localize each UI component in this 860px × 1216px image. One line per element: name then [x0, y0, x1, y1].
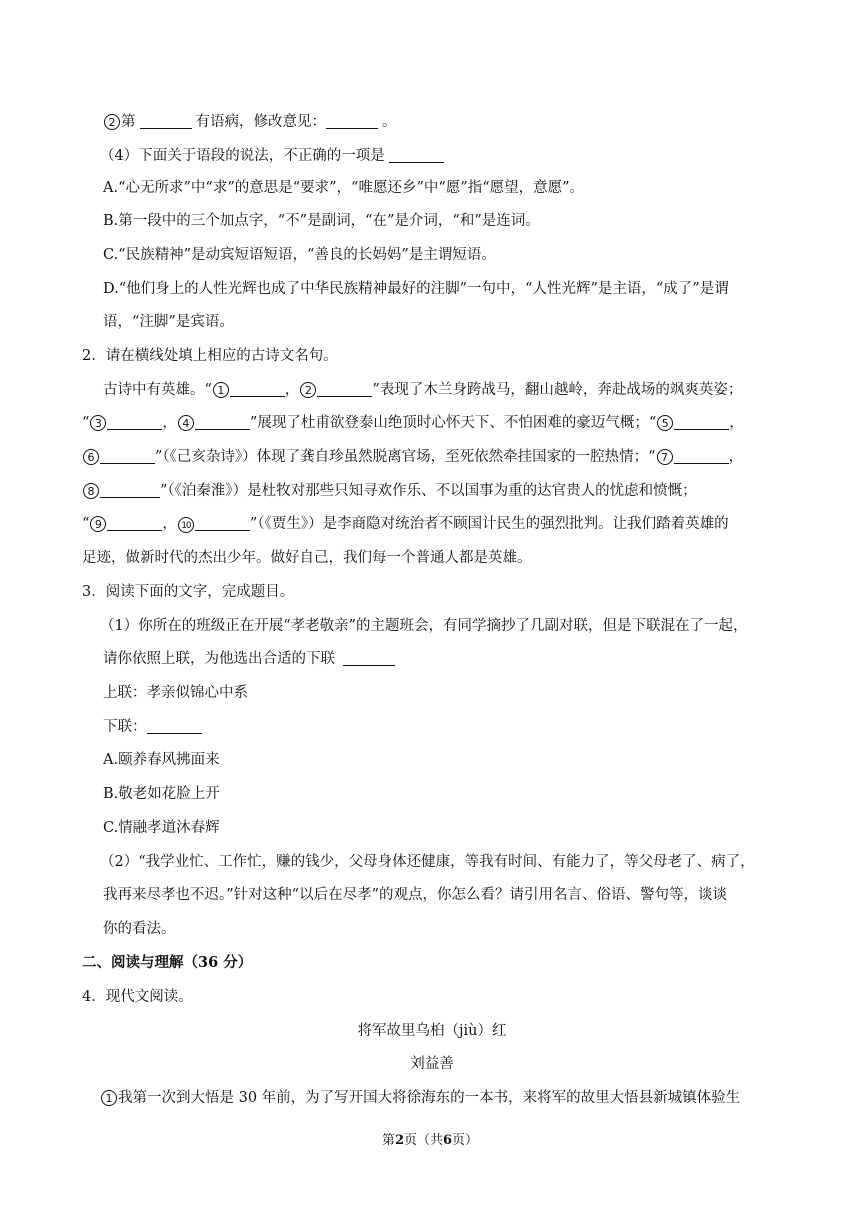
- q1-option-d-line2: 语，“注脚”是宾语。: [103, 314, 234, 330]
- circled-number: 6: [83, 449, 99, 465]
- circled-number: 3: [90, 415, 106, 431]
- text: 第: [121, 114, 136, 130]
- text: ，: [162, 415, 177, 431]
- answer-blank[interactable]: [389, 147, 444, 163]
- answer-blank[interactable]: [195, 515, 250, 531]
- answer-blank[interactable]: [107, 414, 162, 430]
- answer-blank[interactable]: [107, 515, 162, 531]
- answer-blank[interactable]: [100, 448, 155, 464]
- answer-blank[interactable]: [674, 448, 729, 464]
- q1-option-c: C.“民族精神”是动宾短语短语，“善良的长妈妈”是主谓短语。: [103, 247, 496, 263]
- q3-sub1-line1: （1）你所在的班级正在开展“孝老敬亲”的主题班会，有同学摘抄了几副对联，但是下联混在了一起，: [100, 618, 748, 634]
- q3-option-a: A.颐养春风拂面来: [103, 752, 220, 768]
- text: 页）: [452, 1133, 479, 1148]
- answer-blank[interactable]: [230, 381, 285, 397]
- q3-sub2-line3: 你的看法。: [103, 921, 176, 937]
- page-number: 2: [394, 1133, 404, 1148]
- q1-sub4: [100, 146, 800, 166]
- circled-number: 7: [657, 449, 673, 465]
- q1-option-b: B.第一段中的三个加点字，“不”是副词，“在”是介词，“和”是连词。: [103, 213, 540, 229]
- q1-option-d-line1: D.“他们身上的人性光辉也成了中华民族精神最好的注脚”一句中，“人性光辉”是主语，“成了”是谓: [103, 281, 729, 297]
- section-heading: 二、阅读与理解（36 分）: [82, 954, 253, 971]
- text: 。: [382, 114, 397, 130]
- q3-option-b: B.敬老如花脸上开: [103, 786, 220, 802]
- text: （4）下面关于语段的说法，不正确的一项是: [100, 148, 385, 164]
- q2-line4: [82, 481, 782, 501]
- circled-number: 9: [90, 516, 106, 532]
- article-title: 将军故里乌桕（jiù）红: [357, 1023, 507, 1039]
- q3-upper-couplet: 上联：孝亲似锦心中系: [103, 685, 248, 701]
- page-total: 6: [443, 1133, 453, 1148]
- answer-blank[interactable]: [317, 381, 372, 397]
- circled-number: 8: [83, 483, 99, 499]
- q2-line2: [82, 413, 782, 433]
- q3-sub2-line1: （2）“我学业忙、工作忙，赚的钱少，父母身体还健康，等我有时间、有能力了，等父母老了、病了，: [100, 854, 755, 870]
- circled-number: 10: [178, 517, 194, 533]
- text: “: [82, 415, 90, 431]
- text: ，: [728, 449, 744, 465]
- circled-number: 1: [213, 382, 229, 398]
- q3-sub2-line2: 我再来尽孝也不迟。”针对这种“以后在尽孝”的观点，你怎么看？请引用名言、俗语、警句等，谈谈: [103, 887, 727, 903]
- q3-sub1-line2: [103, 649, 803, 669]
- answer-blank[interactable]: [147, 718, 202, 734]
- q1-option-a: A.“心无所求”中“求”的意思是“要求”，“唯愿还乡”中“愿”指“愿望，意愿”。: [103, 180, 585, 196]
- text: 古诗中有英雄。“: [103, 382, 212, 398]
- text: 有语病，修改意见：: [195, 114, 326, 130]
- q2-line3: [82, 447, 782, 467]
- text: ”（《泊秦淮》）是杜牧对那些只知寻欢作乐、不以国事为重的达官贵人的忧虑和愤慨；: [160, 483, 697, 499]
- article-paragraph-1: [100, 1088, 800, 1108]
- circled-number: 2: [300, 382, 316, 398]
- text: ”（《己亥杂诗》）体现了龚自珍虽然脱离官场，至死依然牵挂国家的一腔热情；“: [155, 449, 656, 465]
- circled-number: 1: [101, 1090, 117, 1106]
- q2-title: 2．请在横线处填上相应的古诗文名句。: [82, 348, 338, 364]
- answer-blank[interactable]: [140, 113, 192, 129]
- circled-number: 5: [657, 415, 673, 431]
- text: ”（《贾生》）是李商隐对统治者不顾国计民生的强烈批判。让我们踏着英雄的: [249, 516, 729, 532]
- answer-blank[interactable]: [343, 650, 395, 666]
- text: 我第一次到大悟是 30 年前，为了写开国大将徐海东的一本书，来将军的故里大悟县新城镇体验生: [118, 1090, 741, 1106]
- answer-blank[interactable]: [195, 414, 250, 430]
- text: 下联：: [103, 719, 147, 735]
- text: ，: [729, 415, 744, 431]
- text: 第: [381, 1133, 395, 1148]
- q4-title: 4．现代文阅读。: [82, 989, 193, 1005]
- q2-line1: [103, 380, 803, 400]
- text: “: [82, 516, 90, 532]
- circled-number: 2: [104, 114, 120, 130]
- answer-blank[interactable]: [100, 482, 160, 498]
- text: ”表现了木兰身跨战马，翻山越岭，奔赴战场的飒爽英姿；: [372, 382, 743, 398]
- q3-title: 3．阅读下面的文字，完成题目。: [82, 584, 295, 600]
- q3-lower-couplet: [103, 717, 803, 737]
- q2-line6: 足迹，做新时代的杰出少年。做好自己，我们每一个普通人都是英雄。: [82, 550, 532, 566]
- answer-blank[interactable]: [674, 414, 729, 430]
- answer-blank[interactable]: [326, 113, 378, 129]
- article-author: 刘益善: [410, 1056, 454, 1072]
- text: 请你依照上联，为他选出合适的下联: [103, 651, 335, 667]
- page-footer: [0, 1129, 860, 1148]
- text: 页（共: [403, 1133, 443, 1148]
- text: ”展现了杜甫欲登泰山绝顶时心怀天下、不怕困难的豪迈气概；“: [249, 415, 657, 431]
- text: ，: [162, 516, 177, 532]
- q3-option-c: C.情融孝道沐春辉: [103, 820, 220, 836]
- q2-line5: [82, 514, 782, 534]
- text: ，: [284, 382, 300, 398]
- q1-item2-line: [103, 112, 803, 132]
- circled-number: 4: [178, 415, 194, 431]
